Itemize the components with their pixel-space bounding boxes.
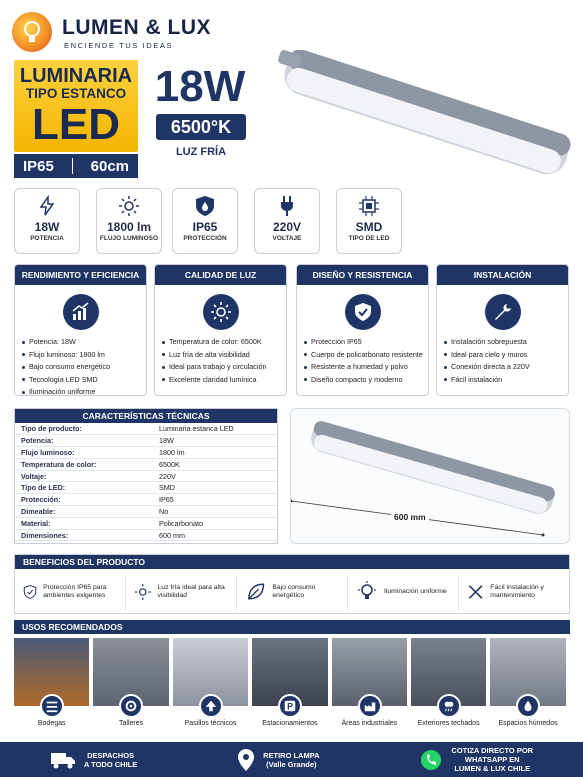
list-item: Cuerpo de policarbonato resistente bbox=[304, 349, 424, 362]
table-row bbox=[15, 423, 277, 435]
gear-icon bbox=[119, 694, 143, 718]
shield-check-icon bbox=[23, 581, 37, 603]
lightning-bolt-icon bbox=[15, 195, 79, 217]
use-item bbox=[411, 638, 486, 728]
list-item: Iluminación uniforme bbox=[22, 386, 142, 396]
card-title: CALIDAD DE LUZ bbox=[155, 265, 286, 285]
title-line-1: LUMINARIA bbox=[19, 65, 133, 87]
row-value: Luminaria estanca LED bbox=[153, 423, 277, 435]
footer-text: DESPACHOS bbox=[87, 750, 135, 760]
title-line-3: LED bbox=[32, 100, 120, 149]
brand-tagline: ENCIENDE TUS IDEAS bbox=[64, 41, 174, 50]
uses-section bbox=[14, 620, 570, 740]
brand-name: LUMEN & LUX bbox=[62, 16, 211, 39]
benefit-item bbox=[15, 574, 126, 610]
divider bbox=[72, 158, 73, 174]
table-row bbox=[15, 435, 277, 447]
table-row bbox=[15, 458, 277, 470]
brand-logo bbox=[12, 12, 212, 52]
list-item: Conexión directa a 220V bbox=[444, 361, 564, 374]
use-label: Pasillos técnicos bbox=[184, 720, 237, 727]
card-instalacion bbox=[436, 264, 569, 396]
row-key: Tipo de producto: bbox=[15, 423, 153, 435]
leaf-icon bbox=[245, 581, 266, 603]
location-pin-icon bbox=[237, 748, 255, 772]
row-value: 220V bbox=[153, 470, 277, 482]
spec-value: 220V bbox=[272, 220, 302, 234]
footer-whatsapp[interactable] bbox=[419, 746, 533, 773]
ip-size-bar bbox=[14, 154, 138, 178]
factory-icon bbox=[358, 694, 382, 718]
spec-value: 18W bbox=[34, 220, 60, 234]
benefits-section bbox=[14, 554, 570, 614]
truck-icon bbox=[50, 750, 76, 770]
uses-row bbox=[14, 638, 570, 728]
row-key: Voltaje: bbox=[15, 470, 153, 482]
table-row bbox=[15, 506, 277, 518]
benefit-text: Luz fría ideal para alta visibilidad bbox=[157, 583, 225, 599]
table-row bbox=[15, 517, 277, 529]
benefit-item bbox=[348, 574, 459, 610]
wrench-icon bbox=[485, 294, 521, 330]
table-title: CARACTERÍSTICAS TÉCNICAS bbox=[15, 409, 277, 423]
light-type-label: LUZ FRÍA bbox=[175, 146, 227, 158]
list-item: Ideal para trabajo y circulación bbox=[162, 361, 282, 374]
use-label: Exteriores techados bbox=[417, 720, 480, 727]
spec-proteccion bbox=[172, 188, 238, 254]
footer-text: COTIZA DIRECTO POR bbox=[451, 746, 534, 755]
kelvin-badge: 6500°K bbox=[156, 114, 246, 140]
list-item: Ideal para cielo y muros bbox=[444, 349, 564, 362]
use-label: Espacios húmedos bbox=[498, 720, 558, 727]
row-value: 18W bbox=[153, 435, 277, 447]
card-title: INSTALACIÓN bbox=[437, 265, 568, 285]
spec-value: IP65 bbox=[192, 220, 218, 234]
list-item: Resistente a humedad y polvo bbox=[304, 361, 424, 374]
table-row bbox=[15, 470, 277, 482]
row-key: Protección: bbox=[15, 494, 153, 506]
spec-value: SMD bbox=[355, 220, 383, 234]
row-key: Material: bbox=[15, 517, 153, 529]
shelves-icon bbox=[40, 694, 64, 718]
use-label: Estacionamientos bbox=[262, 720, 318, 727]
spec-value: 1800 lm bbox=[106, 220, 152, 234]
bulb-logo-icon bbox=[12, 12, 52, 52]
plug-icon bbox=[255, 195, 319, 217]
list-item: Temperatura de color: 6500K bbox=[162, 336, 282, 349]
benefit-item bbox=[126, 574, 237, 610]
row-key: Flujo luminoso: bbox=[15, 447, 153, 459]
row-key: Dimeable: bbox=[15, 506, 153, 518]
spec-label: VOLTAJE bbox=[272, 235, 302, 242]
row-key: Potencia: bbox=[15, 435, 153, 447]
list-item: Flujo luminoso: 1800 lm bbox=[22, 349, 142, 362]
benefit-item bbox=[459, 574, 569, 610]
row-value: IP65 bbox=[153, 494, 277, 506]
section-title: USOS RECOMENDADOS bbox=[14, 620, 570, 634]
list-item: Instalación sobrepuesta bbox=[444, 336, 564, 349]
spec-led bbox=[336, 188, 402, 254]
spec-label: POTENCIA bbox=[30, 235, 64, 242]
row-value: 1800 lm bbox=[153, 447, 277, 459]
spec-label: FLUJO LUMINOSO bbox=[99, 235, 159, 242]
footer-text: RETIRO LAMPA bbox=[263, 750, 320, 760]
use-item bbox=[93, 638, 168, 728]
table-row bbox=[15, 447, 277, 459]
footer-text: WHATSAPP EN bbox=[464, 755, 520, 764]
card-title: RENDIMIENTO Y EFICIENCIA bbox=[15, 265, 146, 285]
lamp-product-image bbox=[268, 50, 578, 180]
ip-rating: IP65 bbox=[22, 157, 54, 175]
lamp-drawing bbox=[291, 409, 571, 545]
benefit-text: Iluminación uniforme bbox=[384, 587, 447, 595]
row-value: Policarbonato bbox=[153, 517, 277, 529]
list-item: Protección IP65 bbox=[304, 336, 424, 349]
benefit-text: Fácil instalación y mantenimiento bbox=[490, 583, 544, 599]
bulb-icon bbox=[356, 581, 378, 603]
list-item: Diseño compacto y moderno bbox=[304, 374, 424, 387]
section-title: BENEFICIOS DEL PRODUCTO bbox=[15, 555, 569, 569]
footer-bar bbox=[0, 742, 583, 777]
row-value: SMD bbox=[153, 482, 277, 494]
tools-icon bbox=[467, 581, 484, 603]
chart-growth-icon bbox=[63, 294, 99, 330]
list-item: Potencia: 18W bbox=[22, 336, 142, 349]
footer-text: LUMEN & LUX CHILE bbox=[454, 764, 531, 773]
row-key: Temperatura de color: bbox=[15, 458, 153, 470]
list-item: Excelente claridad lumínica bbox=[162, 374, 282, 387]
use-label: Áreas industriales bbox=[341, 720, 398, 727]
footer-pickup bbox=[237, 748, 320, 772]
table-row bbox=[15, 529, 277, 541]
spec-label: TIPO DE LED bbox=[348, 235, 390, 242]
row-value: 600 mm bbox=[153, 529, 277, 541]
row-key: Tipo de LED: bbox=[15, 482, 153, 494]
sun-icon bbox=[134, 581, 152, 603]
table-row bbox=[15, 494, 277, 506]
sun-icon bbox=[97, 195, 161, 217]
wattage-heading: 18W bbox=[154, 62, 246, 111]
cloud-rain-icon bbox=[437, 694, 461, 718]
row-value: No bbox=[153, 506, 277, 518]
svg-text:P: P bbox=[287, 701, 294, 712]
use-item bbox=[173, 638, 248, 728]
card-title: DISEÑO Y RESISTENCIA bbox=[297, 265, 428, 285]
use-label: Bodegas bbox=[37, 720, 66, 727]
card-rendimiento bbox=[14, 264, 147, 396]
benefit-item bbox=[237, 574, 348, 610]
use-item bbox=[332, 638, 407, 728]
spec-voltaje bbox=[254, 188, 320, 254]
row-key: Dimensiones: bbox=[15, 529, 153, 541]
spec-flujo bbox=[96, 188, 162, 254]
use-item bbox=[252, 638, 327, 728]
sun-icon bbox=[203, 294, 239, 330]
list-item: Luz fría de alta visibilidad bbox=[162, 349, 282, 362]
size-label: 60cm bbox=[90, 157, 130, 175]
length-label: 600 mm bbox=[391, 512, 429, 522]
use-label: Talleres bbox=[119, 720, 144, 727]
lamp-dimension-image bbox=[290, 408, 570, 544]
row-value: 6500K bbox=[153, 458, 277, 470]
title-line-2: TIPO ESTANCO bbox=[25, 86, 127, 101]
parking-icon bbox=[278, 694, 302, 718]
list-item: Tecnología LED SMD bbox=[22, 374, 142, 387]
spec-potencia bbox=[14, 188, 80, 254]
footer-text: A TODO CHILE bbox=[83, 759, 138, 769]
table-row bbox=[15, 482, 277, 494]
use-item bbox=[490, 638, 565, 728]
list-item: Bajo consumo energético bbox=[22, 361, 142, 374]
list-item: Fácil instalación bbox=[444, 374, 564, 387]
drop-icon bbox=[516, 694, 540, 718]
use-item bbox=[14, 638, 89, 728]
footer-text: (Valle Grande) bbox=[266, 759, 317, 769]
card-diseno bbox=[296, 264, 429, 396]
benefit-text: Protección IP65 para ambientes exigentes bbox=[43, 583, 107, 599]
water-drop-shield-icon bbox=[173, 195, 237, 217]
spec-label: PROTECCIÓN bbox=[183, 235, 227, 242]
card-calidad bbox=[154, 264, 287, 396]
product-title-block bbox=[14, 60, 138, 152]
technical-specs-table bbox=[14, 408, 278, 544]
whatsapp-icon bbox=[419, 748, 443, 772]
chip-icon bbox=[337, 195, 401, 217]
arrow-up-icon bbox=[199, 694, 223, 718]
shield-check-icon bbox=[345, 294, 381, 330]
benefit-text: Bajo consumo energético bbox=[272, 583, 316, 599]
footer-shipping bbox=[50, 750, 137, 770]
